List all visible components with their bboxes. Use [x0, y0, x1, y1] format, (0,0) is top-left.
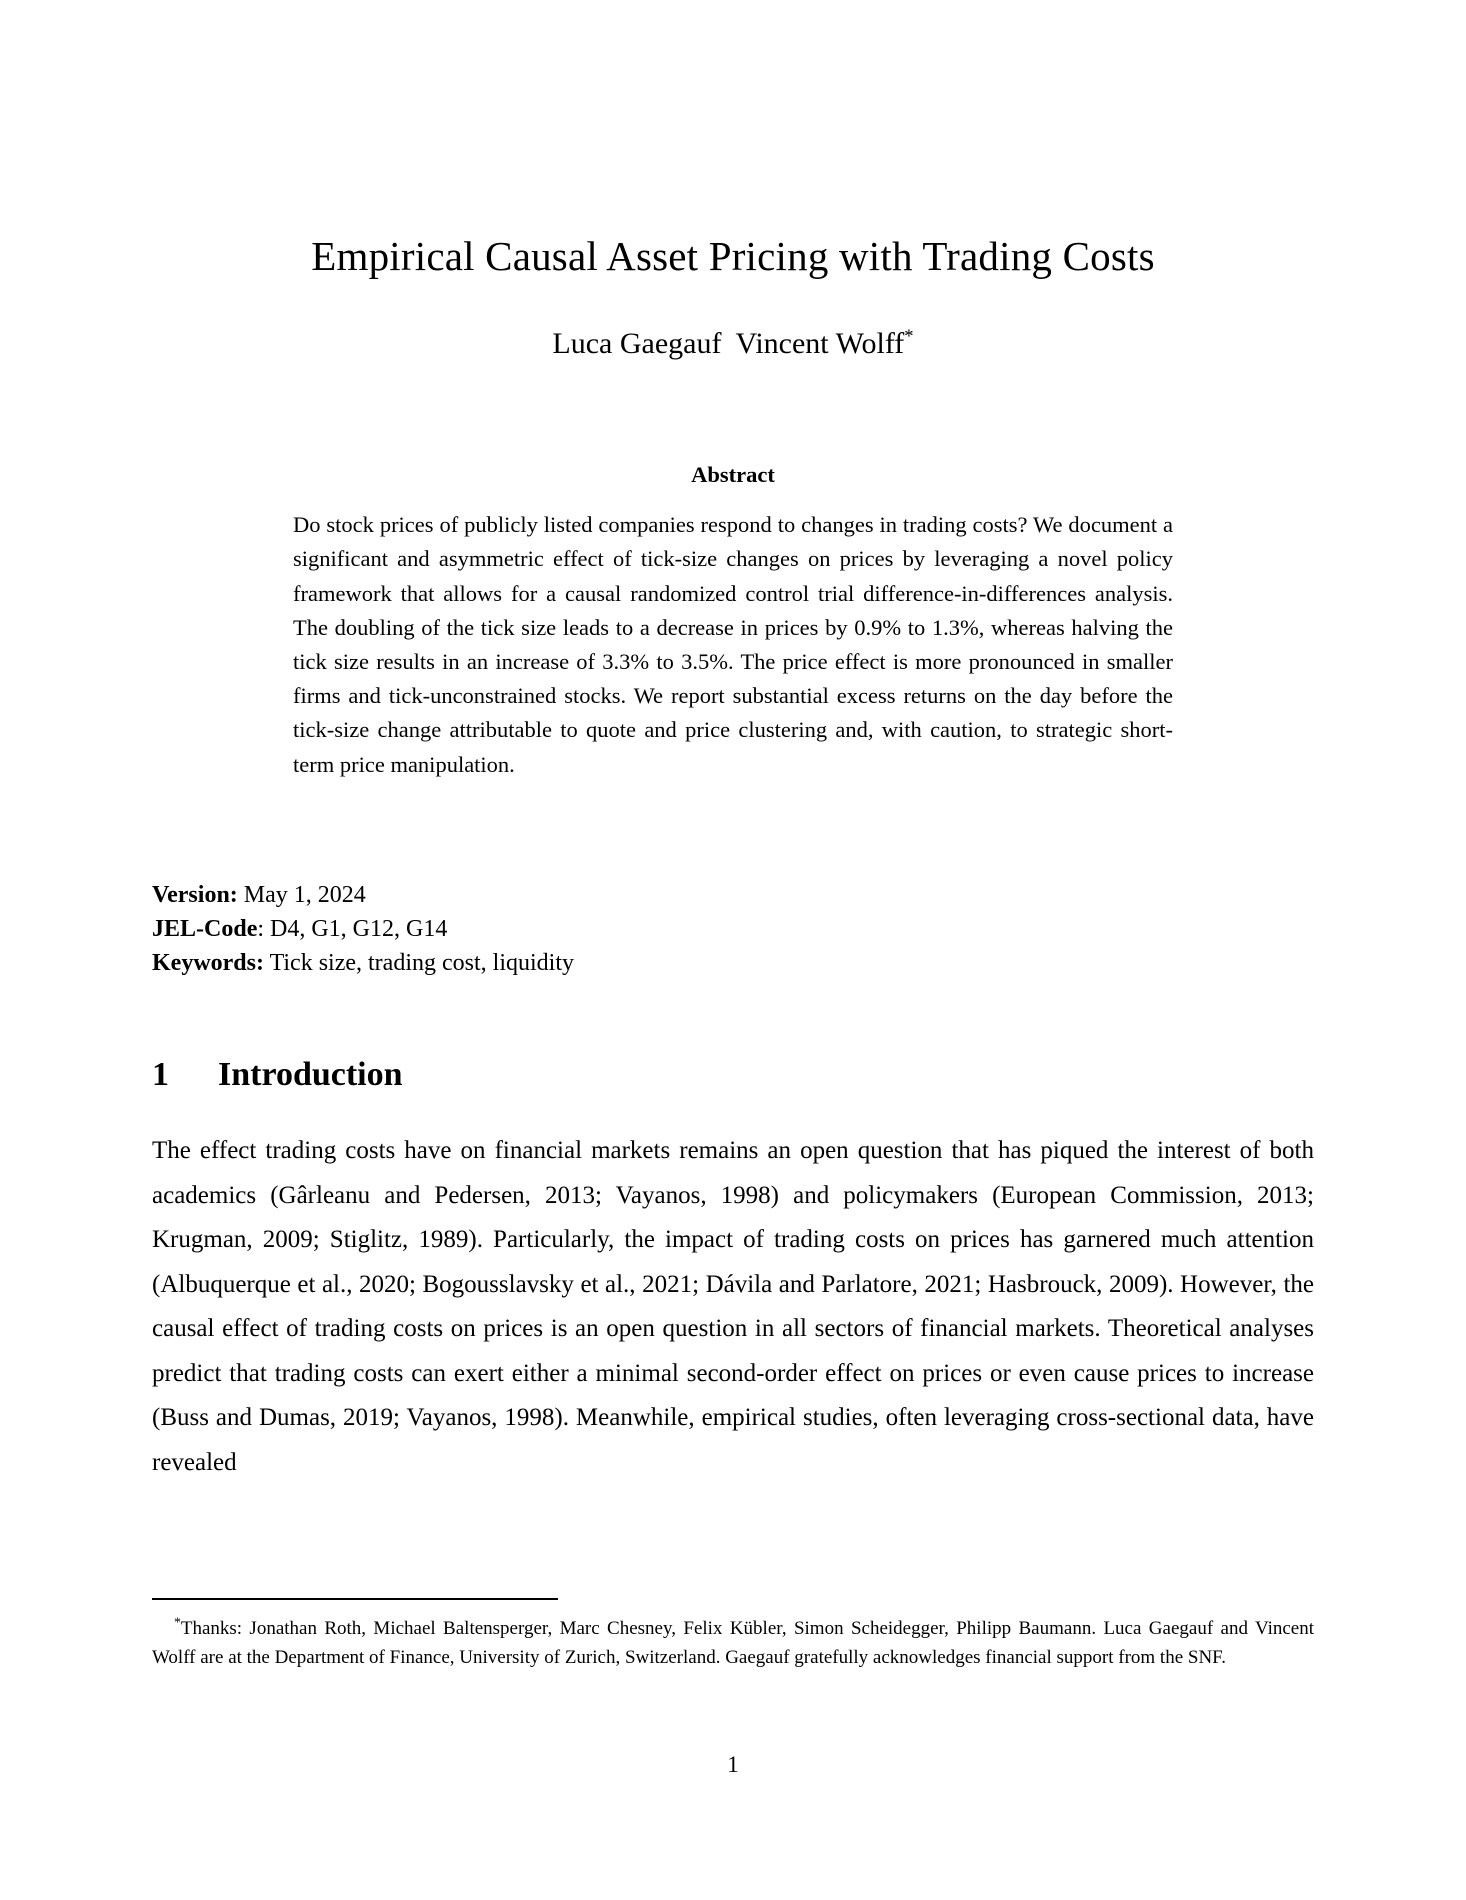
footnote-marker: * [174, 1614, 181, 1630]
metadata-jel-value: : D4, G1, G12, G14 [257, 916, 448, 942]
metadata-keywords [152, 946, 1314, 980]
metadata-keywords-label: Keywords: [152, 950, 264, 977]
page-title: Empirical Causal Asset Pricing with Trading Costs [311, 233, 1155, 279]
abstract-heading: Abstract [691, 462, 775, 488]
metadata-version-value: May 1, 2024 [243, 881, 366, 908]
author-name-second: Vincent Wolff [735, 327, 905, 361]
footnote-area [152, 1598, 1314, 1673]
section-title: Introduction [218, 1055, 403, 1093]
page-number: 1 [727, 1752, 739, 1777]
abstract-text: Do stock prices of publicly listed companies respond to changes in trading costs? We document a significant and asymmetric effect of tick-size changes on prices by leveraging a novel policy framework that allows for a causal randomized control trial difference-in-differences analysis. The doubling of the tick size leads to a decrease in prices by 0.9% to 1.3%, whereas halving the tick size results in an increase of 3.3% to 3.5%. The price effect is more pronounced in smaller firms and tick-unconstrained stocks. We report substantial excess returns on the day before the tick-size change attributable to quote and price clustering and, with caution, to strategic short-term price manipulation. [293, 512, 1173, 777]
metadata-version [152, 878, 1314, 912]
author-footnote-marker: * [904, 326, 914, 348]
footnote-text: Thanks: Jonathan Roth, Michael Baltensperger, Marc Chesney, Felix Kübler, Simon Scheidegger, Philipp Baumann. Luca Gaegauf and Vincent Wolff are at the Department of Finance, University of Zurich, Switzerland. Gaegauf gratefully acknowledges financial support from the SNF. [152, 1617, 1314, 1669]
footnote [152, 1614, 1314, 1673]
author-list [152, 326, 1314, 362]
metadata-jel-code [152, 912, 1314, 946]
section-heading [152, 1055, 1314, 1096]
paper-metadata [152, 878, 1314, 981]
metadata-version-label: Version: [152, 881, 238, 908]
footnote-rule [152, 1598, 558, 1600]
abstract-block [293, 462, 1173, 782]
page-content [152, 0, 1314, 1485]
section-number: 1 [152, 1055, 169, 1093]
author-name-first: Luca Gaegauf [552, 327, 722, 361]
metadata-keywords-value: Tick size, trading cost, liquidity [269, 950, 574, 977]
section-paragraph: The effect trading costs have on financial markets remains an open question that has piqued the interest of both academics (Gârleanu and Pedersen, 2013; Vayanos, 1998) and policymakers (European Commission, 2013; Krugman, 2009; Stiglitz, 1989). Particularly, the impact of trading costs on prices has garnered much attention (Albuquerque et al., 2020; Bogousslavsky et al., 2021; Dávila and Parlatore, 2021; Hasbrouck, 2009). However, the causal effect of trading costs on prices is an open question in all sectors of financial markets. Theoretical analyses predict that trading costs can exert either a minimal second-order effect on prices or even cause prices to increase (Buss and Dumas, 2019; Vayanos, 1998). Meanwhile, empirical studies, often leveraging cross-sectional data, have revealed [152, 1137, 1314, 1476]
metadata-jel-label: JEL-Code [152, 916, 258, 942]
